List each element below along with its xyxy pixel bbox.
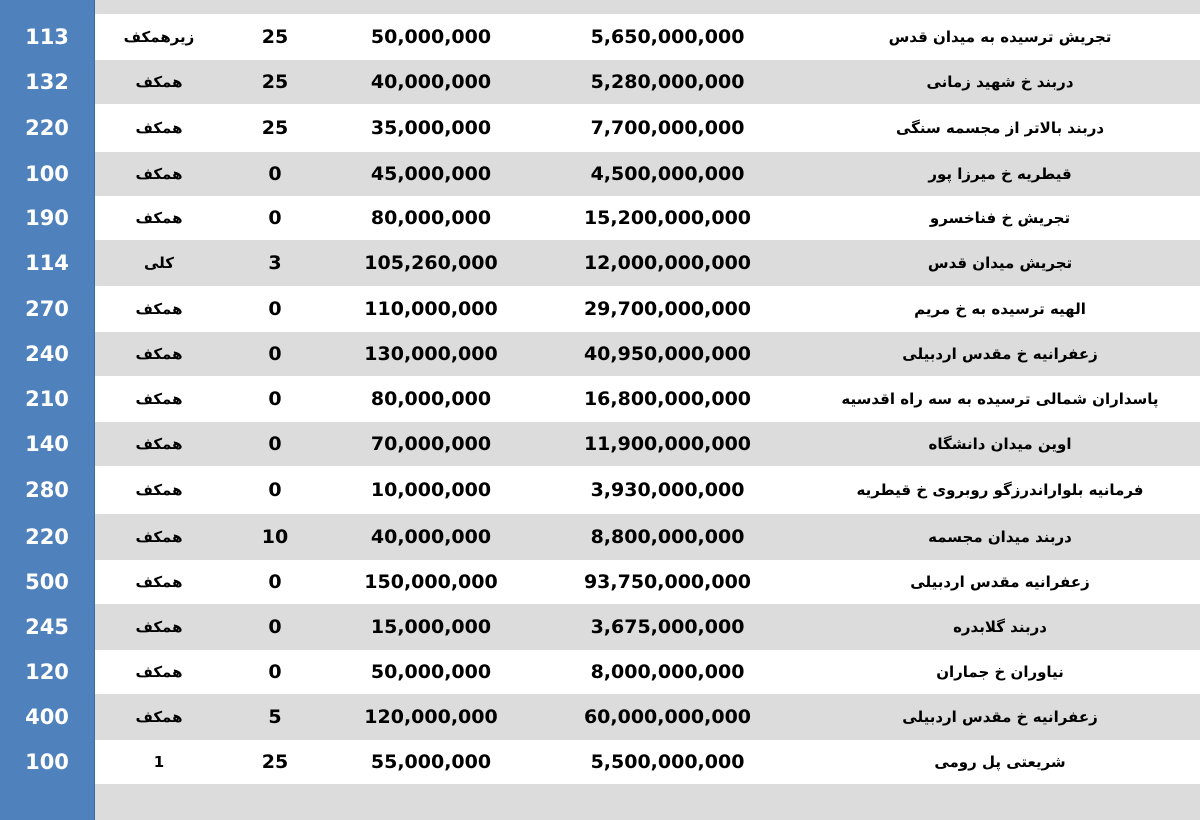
address-cell: [800, 784, 1200, 820]
area-cell: 100: [0, 152, 95, 196]
table-row: [0, 466, 1200, 514]
address-cell: قیطریه خ میرزا پور: [928, 165, 1072, 183]
floor-cell: همکف: [135, 528, 183, 546]
age-cell: 10: [261, 526, 289, 548]
floor-cell: همکف: [135, 708, 183, 726]
table-row: [0, 694, 1200, 740]
floor-cell: همکف: [135, 481, 183, 499]
price-per-meter-cell: 120,000,000: [364, 706, 498, 728]
total-price-cell: 4,500,000,000: [590, 163, 745, 185]
floor-cell: همکف: [135, 435, 183, 453]
price-per-meter-cell: 70,000,000: [370, 433, 492, 455]
area-cell: 114: [0, 240, 95, 286]
total-price-cell: [535, 0, 800, 14]
total-price-cell: 5,650,000,000: [590, 26, 745, 48]
table-row: [0, 332, 1200, 376]
address-cell: دربند میدان مجسمه: [928, 528, 1072, 546]
total-price-cell: 3,930,000,000: [590, 479, 745, 501]
floor-cell: زیرهمکف: [123, 28, 195, 46]
age-cell: 0: [268, 163, 282, 185]
floor-cell: [95, 784, 223, 820]
area-cell: 132: [0, 60, 95, 104]
age-cell: 25: [261, 71, 289, 93]
price-per-meter-cell: 40,000,000: [370, 71, 492, 93]
price-per-meter-cell: 150,000,000: [364, 571, 498, 593]
area-cell: 270: [0, 286, 95, 332]
total-price-cell: 8,800,000,000: [590, 526, 745, 548]
total-price-cell: 3,675,000,000: [590, 616, 745, 638]
floor-cell: همکف: [135, 390, 183, 408]
area-cell: 400: [0, 694, 95, 740]
price-per-meter-cell: 50,000,000: [370, 26, 492, 48]
total-price-cell: 93,750,000,000: [583, 571, 752, 593]
area-cell: 245: [0, 604, 95, 650]
address-cell: زعفرانیه خ مقدس اردبیلی: [902, 708, 1098, 726]
table-row: [0, 0, 1200, 14]
table-row: [0, 422, 1200, 466]
address-cell: تجریش میدان قدس: [927, 254, 1073, 272]
price-per-meter-cell: 45,000,000: [370, 163, 492, 185]
age-cell: 0: [268, 616, 282, 638]
age-cell: 25: [261, 26, 289, 48]
floor-cell: همکف: [135, 119, 183, 137]
price-per-meter-cell: [327, 0, 535, 14]
age-cell: 25: [261, 751, 289, 773]
price-per-meter-cell: 105,260,000: [364, 252, 498, 274]
price-per-meter-cell: 80,000,000: [370, 207, 492, 229]
table-row: [0, 376, 1200, 422]
price-per-meter-cell: 110,000,000: [364, 298, 498, 320]
total-price-cell: 7,700,000,000: [590, 117, 745, 139]
address-cell: اوین میدان دانشگاه: [928, 435, 1072, 453]
area-cell: [0, 0, 95, 14]
price-per-meter-cell: [327, 784, 535, 820]
address-cell: دربند بالاتر از مجسمه سنگی: [895, 119, 1105, 137]
table-row: [0, 650, 1200, 694]
area-cell: 190: [0, 196, 95, 240]
price-per-meter-cell: 15,000,000: [370, 616, 492, 638]
floor-cell: [95, 0, 223, 14]
total-price-cell: 8,000,000,000: [590, 661, 745, 683]
age-cell: 0: [268, 479, 282, 501]
floor-cell: همکف: [135, 573, 183, 591]
age-cell: 0: [268, 571, 282, 593]
area-cell: 113: [0, 14, 95, 60]
address-cell: شریعتی پل رومی: [934, 753, 1066, 771]
price-per-meter-cell: 55,000,000: [370, 751, 492, 773]
price-per-meter-cell: 50,000,000: [370, 661, 492, 683]
floor-cell: همکف: [135, 618, 183, 636]
table-row: [0, 104, 1200, 152]
address-cell: فرمانیه بلواراندرزگو روبروی خ قیطریه: [856, 481, 1144, 499]
address-cell: نیاوران خ جماران: [936, 663, 1064, 681]
area-cell: 210: [0, 376, 95, 422]
price-per-meter-cell: 10,000,000: [370, 479, 492, 501]
table-row: [0, 514, 1200, 560]
table-row: [0, 152, 1200, 196]
age-cell: 0: [268, 433, 282, 455]
floor-cell: همکف: [135, 209, 183, 227]
table-row: [0, 196, 1200, 240]
table-row: [0, 604, 1200, 650]
table-row: [0, 240, 1200, 286]
address-cell: تجریش ترسیده به میدان قدس: [888, 28, 1112, 46]
total-price-cell: 12,000,000,000: [583, 252, 752, 274]
age-cell: 0: [268, 298, 282, 320]
total-price-cell: 11,900,000,000: [583, 433, 752, 455]
price-per-meter-cell: 80,000,000: [370, 388, 492, 410]
age-cell: 0: [268, 207, 282, 229]
area-cell: [0, 784, 95, 820]
floor-cell: 1: [153, 753, 165, 771]
address-cell: پاسداران شمالی ترسیده به سه راه اقدسیه: [841, 390, 1159, 408]
area-cell: 220: [0, 514, 95, 560]
floor-cell: همکف: [135, 663, 183, 681]
price-per-meter-cell: 35,000,000: [370, 117, 492, 139]
table-row: [0, 560, 1200, 604]
floor-cell: همکف: [135, 300, 183, 318]
total-price-cell: 60,000,000,000: [583, 706, 752, 728]
total-price-cell: 5,500,000,000: [590, 751, 745, 773]
age-cell: 0: [268, 343, 282, 365]
area-cell: 500: [0, 560, 95, 604]
price-per-meter-cell: 130,000,000: [364, 343, 498, 365]
area-cell: 100: [0, 740, 95, 784]
age-cell: 3: [268, 252, 282, 274]
floor-cell: کلی: [143, 254, 175, 272]
age-cell: 5: [268, 706, 282, 728]
price-per-meter-cell: 40,000,000: [370, 526, 492, 548]
age-cell: [223, 784, 327, 820]
total-price-cell: 16,800,000,000: [583, 388, 752, 410]
table-row: [0, 60, 1200, 104]
total-price-cell: 29,700,000,000: [583, 298, 752, 320]
address-cell: [800, 0, 1200, 14]
address-cell: الهیه ترسیده به خ مریم: [914, 300, 1086, 318]
floor-cell: همکف: [135, 73, 183, 91]
area-cell: 120: [0, 650, 95, 694]
total-price-cell: 40,950,000,000: [583, 343, 752, 365]
address-cell: دربند گلابدره: [953, 618, 1047, 636]
area-cell: 240: [0, 332, 95, 376]
total-price-cell: 15,200,000,000: [583, 207, 752, 229]
age-cell: 0: [268, 661, 282, 683]
floor-cell: همکف: [135, 345, 183, 363]
area-cell: 280: [0, 466, 95, 514]
table-row: [0, 14, 1200, 60]
age-cell: 25: [261, 117, 289, 139]
total-price-cell: [535, 784, 800, 820]
address-cell: دربند خ شهید زمانی: [926, 73, 1074, 91]
age-cell: [223, 0, 327, 14]
table-row: [0, 784, 1200, 820]
area-cell: 220: [0, 104, 95, 152]
table-row: [0, 740, 1200, 784]
address-cell: زعفرانیه خ مقدس اردبیلی: [902, 345, 1098, 363]
total-price-cell: 5,280,000,000: [590, 71, 745, 93]
table-row: [0, 286, 1200, 332]
address-cell: زعفرانیه مقدس اردبیلی: [910, 573, 1090, 591]
area-cell: 140: [0, 422, 95, 466]
address-cell: تجریش خ فناخسرو: [929, 209, 1071, 227]
age-cell: 0: [268, 388, 282, 410]
floor-cell: همکف: [135, 165, 183, 183]
